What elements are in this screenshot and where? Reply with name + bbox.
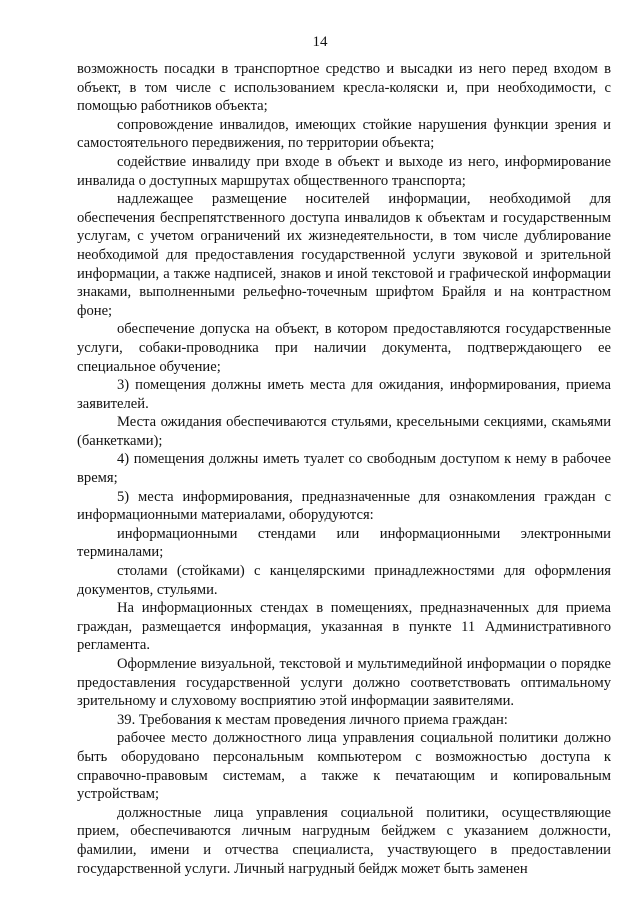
page-number: 14 [312, 34, 328, 50]
paragraph: информационными стендами или информационными электронными терминалами; [77, 525, 611, 561]
body-text [77, 60, 611, 878]
paragraph: содействие инвалиду при входе в объект и выходе из него, информирование инвалида о доступных маршрутах общественного транспорта; [77, 153, 611, 189]
section-heading: 39. Требования к местам проведения личного приема граждан: [117, 711, 508, 728]
paragraph: Оформление визуальной, текстовой и мультимедийной информации о порядке предоставления государственной услуги должно соответствовать оптимальному зрительному и слуховому восприятию этой информации заявителями. [77, 656, 611, 710]
paragraph: 3) помещения должны иметь места для ожидания, информирования, приема заявителей. [77, 377, 611, 412]
paragraph: должностные лица управления социальной политики, осуществляющие прием, обеспечиваются личным нагрудным бейджем с указанием должности, фамилии, имени и отчества специалиста, участвующего в предоставлении государственной услуги. Личный нагрудный бейдж может быть заменен [77, 804, 611, 877]
paragraph: сопровождение инвалидов, имеющих стойкие нарушения функции зрения и самостоятельного передвижения, по территории объекта; [77, 116, 611, 152]
paragraph: столами (стойками) с канцелярскими принадлежностями для оформления документов, стульями. [77, 563, 611, 598]
paragraph: Места ожидания обеспечиваются стульями, кресельными секциями, скамьями (банкетками); [77, 414, 611, 449]
paragraph: На информационных стендах в помещениях, предназначенных для приема граждан, размещается информация, указанная в пункте 11 Административного регламента. [77, 600, 611, 654]
paragraph: надлежащее размещение носителей информации, необходимой для обеспечения беспрепятственного доступа инвалидов к объектам и государственным услугам, с учетом ограничений их жизнедеятельности, в том числе дублирование необходимой для предоставления государственной услуги звуковой и зрительной информации, а также надписей, знаков и иной текстовой и графической информации знаками, выполненными рельефно-точечным шрифтом Брайля и на контрастном фоне; [77, 191, 611, 319]
paragraph: обеспечение допуска на объект, в котором предоставляются государственные услуги, собаки-проводника при наличии документа, подтверждающего ее специальное обучение; [77, 321, 611, 375]
paragraph: 4) помещения должны иметь туалет со свободным доступом к нему в рабочее время; [77, 451, 611, 487]
paragraph: возможность посадки в транспортное средство и высадки из него перед входом в объект, в том числе с использованием кресла-коляски и, при необходимости, с помощью работников объекта; [77, 61, 611, 115]
paragraph: рабочее место должностного лица управления социальной политики должно быть оборудовано персональным компьютером с возможностью доступа к справочно-правовым системам, а также к печатающим и копировальным устройствам; [77, 730, 611, 803]
paragraph: 5) места информирования, предназначенные для ознакомления граждан с информационными материалами, оборудуются: [77, 488, 611, 524]
